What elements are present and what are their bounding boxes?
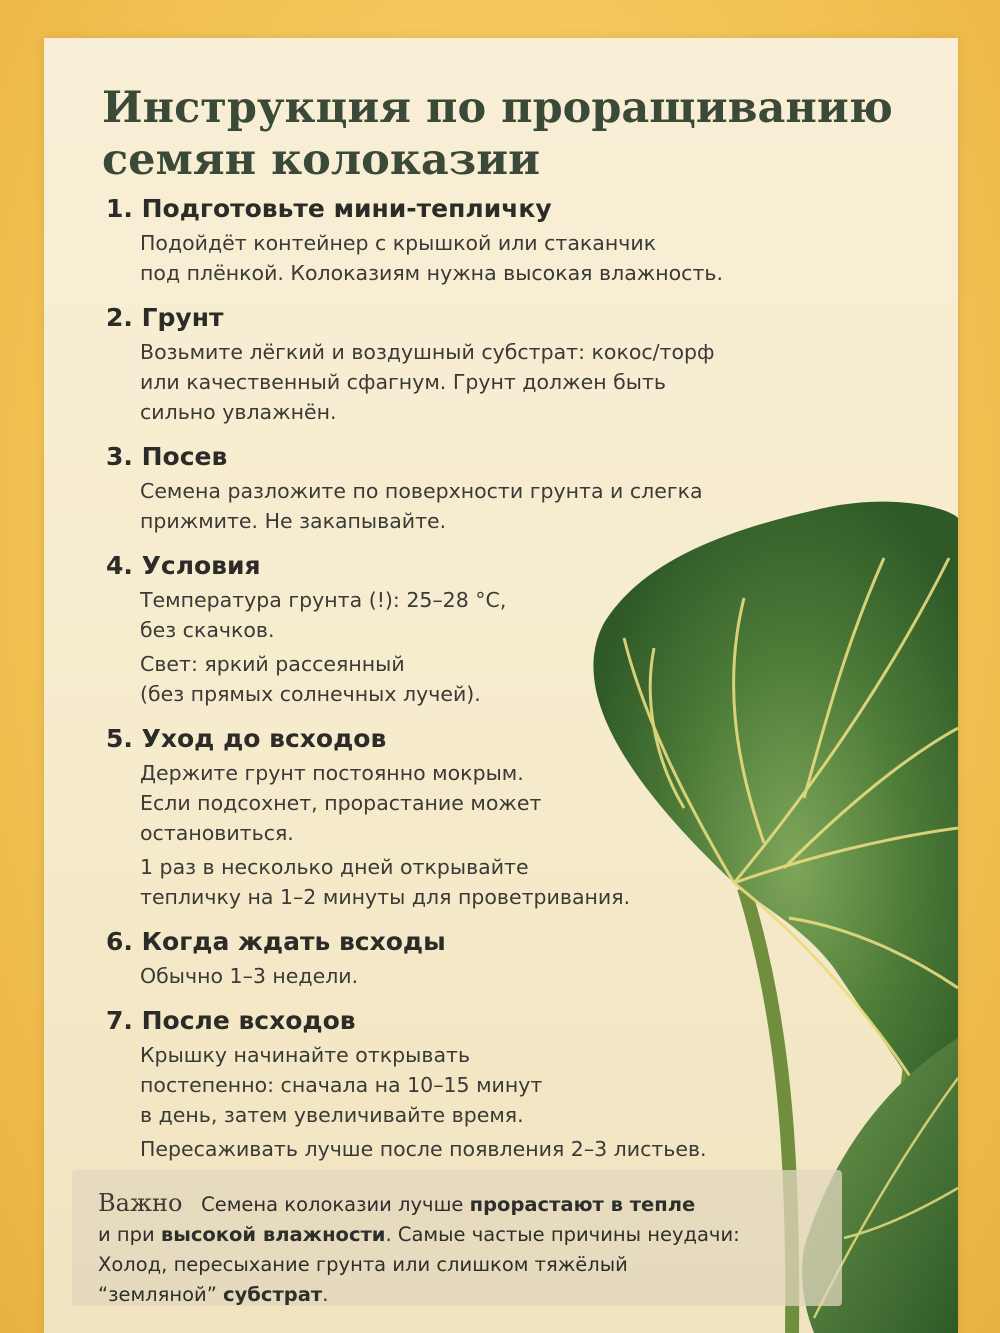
step-title: 5. Уход до всходов — [106, 724, 387, 753]
step-text — [140, 585, 946, 709]
step-line: тепличку на 1–2 минуты для проветривания. — [140, 885, 631, 909]
note-text-2: и при — [98, 1223, 161, 1246]
step-paragraph — [140, 852, 946, 912]
step-text — [140, 476, 946, 536]
step-line: под плёнкой. Колоказиям нужна высокая влажность. — [140, 261, 723, 285]
note-bold-2: высокой влажности — [160, 1223, 386, 1246]
step-line: прижмите. Не закапывайте. — [140, 509, 447, 533]
step-text — [140, 228, 946, 288]
step-paragraph — [140, 228, 946, 288]
step-paragraph — [140, 337, 946, 427]
step-paragraph — [140, 476, 946, 536]
step-paragraph — [140, 758, 946, 848]
step-line: или качественный сфагнум. Грунт должен быть — [140, 370, 667, 394]
step-title: 2. Грунт — [106, 303, 224, 332]
note-text-3: . Самые частые причины неудачи: — [385, 1223, 740, 1246]
step-line: остановиться. — [140, 821, 294, 845]
note-text-6: . — [322, 1283, 329, 1306]
step-line: Возьмите лёгкий и воздушный субстрат: кокос/торф — [140, 340, 715, 364]
step-paragraph — [140, 585, 946, 645]
step-title: 1. Подготовьте мини-тепличку — [106, 194, 552, 223]
step-line: Свет: яркий рассеянный — [140, 652, 405, 676]
step-line: Обычно 1–3 недели. — [140, 964, 359, 988]
step-item — [106, 1005, 946, 1164]
note-text-5: “земляной” — [98, 1283, 224, 1306]
step-text — [140, 1040, 946, 1164]
step-line: Пересаживать лучше после появления 2–3 листьев. — [140, 1137, 707, 1161]
step-line: постепенно: сначала на 10–15 минут — [140, 1073, 543, 1097]
step-line: сильно увлажнён. — [140, 400, 337, 424]
instruction-card — [44, 38, 958, 1333]
note-bold-3: субстрат — [223, 1283, 323, 1306]
step-text — [140, 337, 946, 427]
title-line-2: семян колоказии — [102, 135, 540, 185]
step-text — [140, 961, 946, 991]
steps-list — [106, 193, 946, 1178]
step-item — [106, 723, 946, 912]
step-line: в день, затем увеличивайте время. — [140, 1103, 524, 1127]
page-title — [102, 82, 922, 186]
important-note — [72, 1170, 842, 1306]
step-item — [106, 193, 946, 288]
note-text-1: Семена колоказии лучше — [201, 1193, 470, 1216]
step-paragraph — [140, 649, 946, 709]
step-line: Температура грунта (!): 25–28 °C, — [140, 588, 507, 612]
note-bold-1: прорастают в тепле — [469, 1193, 696, 1216]
note-label: Важно — [98, 1189, 183, 1217]
step-line: Если подсохнет, прорастание может — [140, 791, 542, 815]
step-line: Подойдёт контейнер с крышкой или стаканчик — [140, 231, 657, 255]
step-item — [106, 550, 946, 709]
step-text — [140, 758, 946, 912]
step-title: 6. Когда ждать всходы — [106, 927, 446, 956]
step-paragraph — [140, 1134, 946, 1164]
step-item — [106, 926, 946, 991]
step-line: Крышку начинайте открывать — [140, 1043, 471, 1067]
step-line: 1 раз в несколько дней открывайте — [140, 855, 529, 879]
step-line: Держите грунт постоянно мокрым. — [140, 761, 524, 785]
step-item — [106, 441, 946, 536]
step-line: без скачков. — [140, 618, 275, 642]
step-line: (без прямых солнечных лучей). — [140, 682, 481, 706]
step-line: Семена разложите по поверхности грунта и слегка — [140, 479, 703, 503]
step-title: 3. Посев — [106, 442, 228, 471]
step-paragraph — [140, 1040, 946, 1130]
step-paragraph — [140, 961, 946, 991]
step-title: 4. Условия — [106, 551, 261, 580]
note-text-4: Холод, пересыхание грунта или слишком тяжёлый — [98, 1253, 628, 1276]
step-item — [106, 302, 946, 427]
step-title: 7. После всходов — [106, 1006, 356, 1035]
title-line-1: Инструкция по проращиванию — [102, 83, 893, 133]
